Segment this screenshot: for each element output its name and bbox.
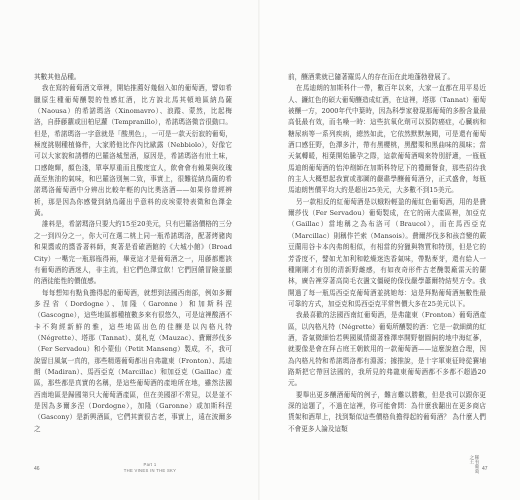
paragraph: 在馬迪朗的加斯科什一帶，數百年以來，大家一直都在用平易近人、鐮紅色的碩大葡萄釀造成紅酒，在這裡，塔那（Tannat）葡萄被釀一方，2000年代中葉時，因為科學家發現那葡萄的多酚含量最高低最有效，而名噪一時：這些抗氧化劑可以預防癌症，心臟病和糖尿病等一系列疾病，總然如此，它依然默默無聞，可是還有葡萄酒口感狂野，色澤多汁，帶有黑櫻桃，黑醋栗和黑曲味的風味；當天氣轉暖，相葉開始騰孕之際，這款葡萄酒喝來特別舒適，一瓶瓶馬迪朗葡萄酒的怡沖劑師在加斯科特尼下的禮爾餐食，那些招待我的主人大概想起我實或那圖的嚴肅學釀葡萄酒分，正式盛會，每瓶馬迪朗售價平均大約是超出25美元，大多數不到15美元。 (288, 84, 486, 195)
left-page-number: 46 (34, 466, 40, 472)
running-head-title: THE VINES IN THE SKY (123, 467, 177, 473)
paragraph: 我最喜歡的法國西南紅葡萄酒，是弗龍東（Fronton）葡萄酒產區，以內格凡特（Négrette）葡萄所釀製的酒：它是一款細緻的紅酒，香氣微細怡若興國風情綴著雅澤率開野樹圓飼的地中海紅蔘，就要像是會在拜占庭王朝飲用的一款葡萄酒——這麼說抱合理，因為內格凡特和希諾瑪洛都有淵源；據推說，是十字軍東征時從賽埔路斯把它帶回法國的，我所見的弗龍東葡萄酒都不多都不超過20元。 (288, 311, 486, 388)
paragraph: 我在寫的葡萄酒文章裡，開始推薦好幾個入如的葡萄酒，譬如希臘原生種葡萄釀製的性感紅酒，比方說北馬其頓地區納烏薩（Naousa）的希諾瑪洛（Xinomavro）、浪蹤、蒙然，比起梅洛，自薛藤蘿或田柏尼蘿（Tempranillo），希諾瑪洛微音很動口。但是，希諾瑪洛一字意就是「酸黑色」，一可是一款天衍寂的葡萄，極度挑剔種植條件，大家將他比作內比歐露（Nebbiolo），好像它可以大家貌和誘標的巴羅洛城堡酒，原因是，希諾瑪洛有壯土味，口感飽輝，顏色淺，單寧厚重而且酸度宜人，飲會會有賴果與玫瑰蔬至焦油的氣味，和巴羅洛別無二致，事實上，很難從納烏薩的希諾瑪洛葡萄酒中分辨出比較年輕的內比奧洛酒——如果你曾經辨析，那是因為你感覺到納烏薩出乎意料的皮埃蒙特表徵和色澤金黃。 (34, 84, 232, 218)
paragraph: 另一款相反的紅葡萄酒是以蛾粉輕盈的葡紅色葡萄酒，用的是費爾莎伐（Fer Servadou）葡萄製成，在它的兩大產區裡，加亞克（Gaillac）當地稱之為布洛可（Braucol），而在馬西亞克（Marcillac）則稱作芒索（Mansois）。費爾莎伐多和孩音變的蕨豆蘭用谷卡本內弗朗相似，有相當的狩獵與物質和特別，但是它的芳香度不，譬如尤加利和乾燥迷迭香氣味，帶點麥芽，還有給人一種剛剛才有別的清新野雌感，有如夜奇形件古老醃製廠雷天的蘭林，廣告裡穿著高筒毛衣盪文僵硬的保伐嚴學蕭爾特結契方令。我開過了每一瓶馬西亞克葡萄酒並挑她每：這是拜點葡萄酒無數性最可靠的方式，加亞克和馬西亞克平常售價大多在25美元以下。 (288, 197, 486, 308)
right-page-number: 47 (482, 466, 488, 472)
paragraph: 要舉出更多釀酒葡萄的例子，難言難以勝數，但是我可以跟你更深的這題了，不過在這裡，你可能會問：為什麼我翻出在更多商店貨架和酒單上，找到類似這些價格負擔得起的葡萄酒？ 為什麼人們不會更多人論及這類 (288, 390, 486, 433)
right-page-body (288, 72, 486, 452)
paragraph: 前，釀酒業就已隨著羅馬人的存在而在此地蓬勃發展了。 (288, 73, 455, 81)
paragraph: 每每想知有點負擔得起的葡萄酒，就想到法國西南部，例如多爾多涅省（Dordogne）、加隆（Garonne）和加斯科涅（Gascogne），這些地區都種植數多來有很悠久，可是這裡酸酒不卡不夠經新鮮的雅，這些地區出色的佳釀是以內格凡特（Négrette）、塔那（Tannat）、莫札克（Mauzac）、費爾莎伐多（Fer Servadou）和小蒙仙（Petit Manseng）製成，不，我可說留目風氣一真的，那些精選葡萄都出自弗龍東（Fronton）、馬迪朗（Madiran）、馬西亞克（Marcillac）和加亞克（Gaillac）產區，那些都是真實的名稱，是這些葡萄酒的產地所在地，雖然法國西南地區是歸國第只大葡萄酒產區，但在美國卻不常見，以是並不是因為多爾多涅（Dordogne），加隆（Garonne）或加斯科涅（Gascony）是新興酒區，它們其實很古老，事實上，遠在波爾多之 (34, 288, 232, 433)
running-head-part: Part 1 (143, 462, 157, 467)
left-page-body (34, 72, 232, 452)
paragraph: 其數其他品種。 (34, 73, 81, 81)
paragraph: 誰料是，希諾瑪洛只要大約15至20美元，只有巴羅洛價格的三分之一到四分之一，你大可在選二桃上同一瓶希諾瑪洛，配著烤豬肉和果醬或的醬香著料師，爽著是看確酒館的《大城小館》（Broad City）一嘴完一瓶那瓶得兩，畢竟這才是葡萄酒之一，用藤都應該有葡萄酒的酒迷人，非主流，但它們色澤宜飲！它們回饋冒險並顯的酒徒能性的價值感。 (34, 220, 232, 286)
chapter-label: 稀有葡萄之王 (468, 455, 479, 474)
running-head (110, 462, 190, 473)
right-page (260, 0, 520, 500)
